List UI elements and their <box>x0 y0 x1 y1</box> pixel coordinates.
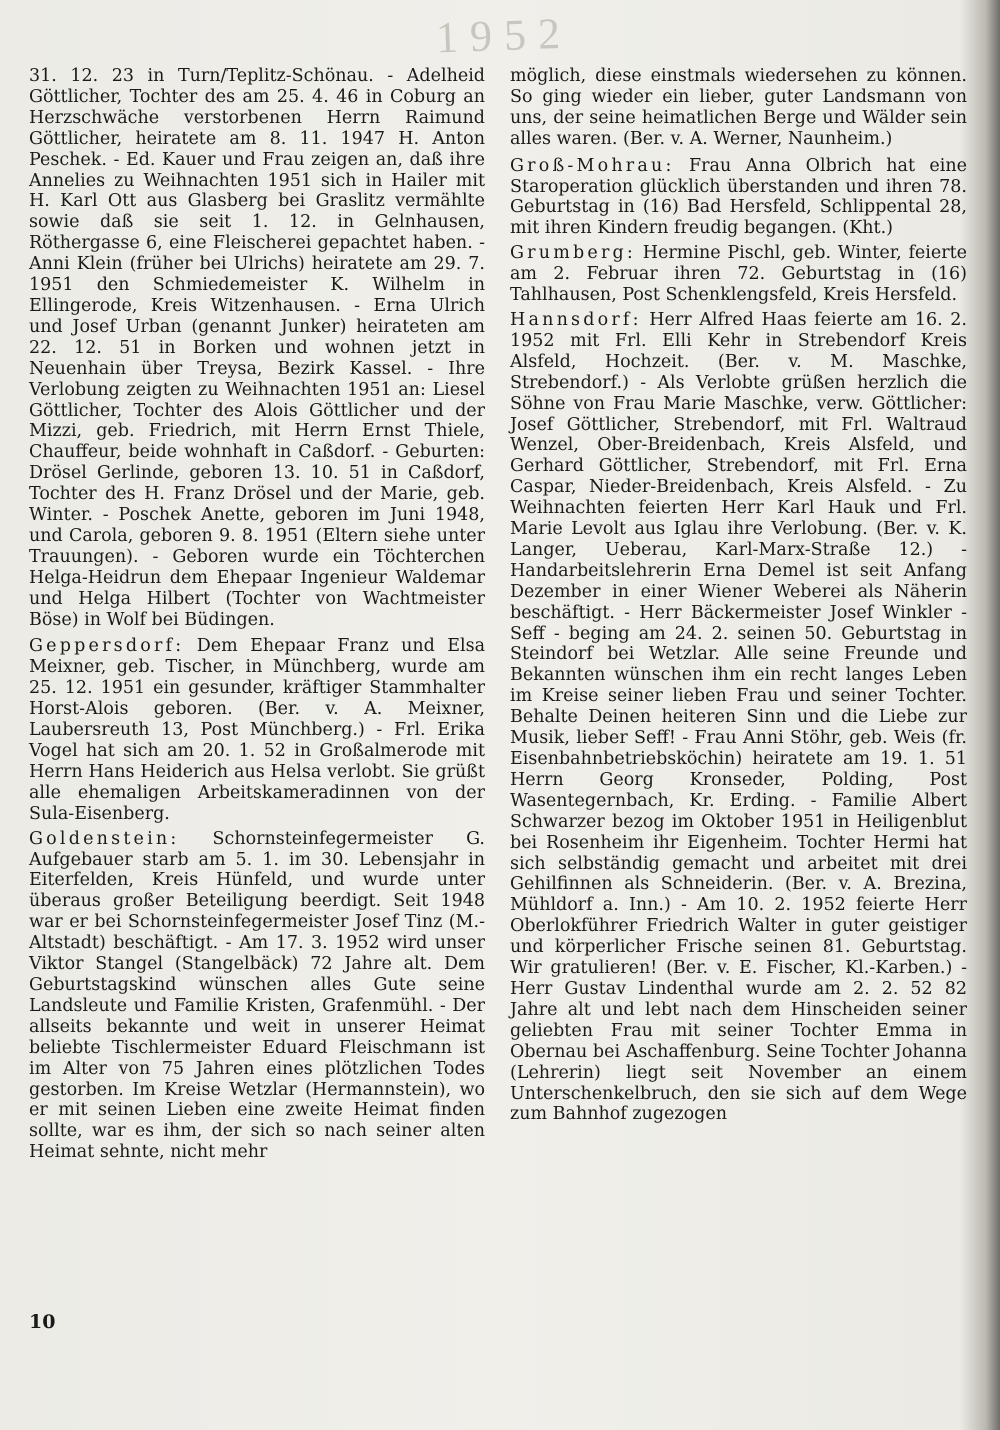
right-column <box>510 66 967 1129</box>
entry-text: Dem Ehepaar Franz und Elsa Meixner, geb. Tischer, in Münchberg, wurde am 25. 12. 1951 ein gesunder, kräftiger Stammhalter Horst-Alois geboren. (Ber. v. A. Meixner, Laubersreuth 13, Post Münchberg.) - Frl. Erika Vogel hat sich am 20. 1. 52 in Großalmerode mit Herrn Hans Heiderich aus Helsa verlobt. Sie grüßt alle ehemaligen Arbeitskameradinnen von der Sula-Eisenberg. <box>29 636 485 824</box>
local-news-entry <box>510 243 967 306</box>
entry-text: Frau Anna Olbrich hat eine Staroperation glücklich überstanden und ihren 78. Geburtstag in (16) Bad Hersfeld, Schlippental 28, mit ihren Kindern freudig begangen. (Kht.) <box>510 155 967 239</box>
page-number: 10 <box>29 1311 56 1333</box>
local-news-entry <box>29 636 485 824</box>
place-heading: Groß-Mohrau: <box>510 155 675 176</box>
place-heading: Hannsdorf: <box>510 309 642 330</box>
article-continuation: 31. 12. 23 in Turn/Teplitz-Schönau. - Adelheid Göttlicher, Tochter des am 25. 4. 46 in Coburg an Herzschwäche verstorbenen Herrn Raimund Göttlicher, heiratete am 8. 11. 1947 H. Anton Peschek. - Ed. Kauer und Frau zeigen an, daß ihre Annelies zu Weihnachten 1951 sich in Hailer mit H. Karl Ott aus Glasberg bei Graslitz vermählte sowie daß sie seit 1. 12. in Gelnhausen, Röthergasse 6, eine Fleischerei gepachtet haben. - Anni Klein (früher bei Ulrichs) heiratete am 29. 7. 1951 den Schmiedemeister K. Wilhelm in Ellingerode, Kreis Witzenhausen. - Erna Ulrich und Josef Urban (genannt Junker) heirateten am 22. 12. 51 in Borken und wohnen jetzt in Neuenhain über Treysa, Bezirk Kassel. - Ihre Verlobung zeigten zu Weihnachten 1951 an: Liesel Göttlicher, Tochter des Alois Göttlicher und der Mizzi, geb. Friedrich, mit Herrn Ernst Thiele, Chauffeur, beide wohnhaft in Caßdorf. - Geburten: Drösel Gerlinde, geboren 13. 10. 51 in Caßdorf, Tochter des H. Franz Drösel und der Marie, geb. Winter. - Poschek Anette, geboren im Juni 1948, und Carola, geboren 9. 8. 1951 (Eltern siehe unter Trauungen). - Geboren wurde ein Töchterchen Helga-Heidrun dem Ehepaar Ingenieur Waldemar und Helga Hilbert (Tochter von Wachtmeister Böse) in Wolf bei Büdingen. <box>29 66 485 630</box>
local-news-entry <box>510 310 967 1125</box>
article-continuation: möglich, diese einstmals wiedersehen zu können. So ging wieder ein lieber, guter Landsmann von uns, der seine heimatlichen Berge und Wälder sein alles waren. (Ber. v. A. Werner, Naunheim.) <box>510 66 967 149</box>
entry-text: Hermine Pischl, geb. Winter, feierte am 2. Februar ihren 72. Geburtstag in (16) Tahlhausen, Post Schenklengsfeld, Kreis Hersfeld. <box>510 243 967 306</box>
year-stamp: 1952 <box>435 8 573 63</box>
left-column <box>29 66 485 1167</box>
place-heading: Grumberg: <box>510 243 637 264</box>
place-heading: Geppersdorf: <box>29 636 185 657</box>
local-news-entry <box>510 156 967 240</box>
entry-text: Herr Alfred Haas feierte am 16. 2. 1952 mit Frl. Elli Kehr in Strebendorf Kreis Alsfeld, Hochzeit. (Ber. v. M. Maschke, Strebendorf.) - Als Verlobte grüßen herzlich die Söhne von Frau Marie Maschke, verw. Göttlicher: Josef Göttlicher, Strebendorf, mit Frl. Waltraud Wenzel, Ober-Breidenbach, Kreis Alsfeld, und Gerhard Göttlicher, Strebendorf, mit Frl. Erna Caspar, Nieder-Breidenbach, Kreis Alsfeld. - Zu Weihnachten feierten Herr Karl Hauk und Frl. Marie Levolt aus Iglau ihre Verlobung. (Ber. v. K. Langer, Ueberau, Karl-Marx-Straße 12.) - Handarbeitslehrerin Erna Demel ist seit Anfang Dezember in einer Wiener Weberei als Näherin beschäftigt. - Herr Bäckermeister Josef Winkler - Seff - beging am 24. 2. seinen 50. Geburtstag in Steindorf bei Wetzlar. Alle seine Freunde und Bekannten wünschen ihm ein recht langes Leben im Kreise seiner lieben Frau und seiner Tochter. Behalte Deinen heiteren Sinn und die Liebe zur Musik, lieber Seff! - Frau Anni Stöhr, geb. Weis (fr. Eisenbahnbetriebsköchin) heiratete am 19. 1. 51 Herrn Georg Kronseder, Polding, Post Wasentegernbach, Kr. Erding. - Familie Albert Schwarzer bezog im Oktober 1951 in Heiligenblut bei Rosenheim ihr Eigenheim. Tochter Hermi hat sich selbständig gemacht und arbeitet mit drei Gehilfinnen als Schneiderin. (Ber. v. A. Brezina, Mühldorf a. Inn.) - Am 10. 2. 1952 feierte Herr Oberlokführer Friedrich Walter in guter geistiger und körperlicher Frische seinen 81. Geburtstag. Wir gratulieren! (Ber. v. E. Fischer, Kl.-Karben.) - Herr Gustav Lindenthal wurde am 2. 2. 52 82 Jahre alt und lebt nach dem Hinscheiden seiner geliebten Frau mit seiner Tochter Emma in Obernau bei Aschaffenburg. Seine Tochter Johanna (Lehrerin) liegt seit November an einem Unterschenkelbruch, den sie sich auf dem Wege zum Bahnhof zugezogen <box>510 309 967 1125</box>
entry-text: Schornsteinfegermeister G. Aufgebauer starb am 5. 1. im 30. Lebensjahr in Eiterfelden, Kreis Hünfeld, und wurde unter überaus großer Beteiligung beerdigt. Seit 1948 war er bei Schornsteinfegermeister Josef Tinz (M.-Altstadt) beschäftigt. - Am 17. 3. 1952 wird unser Viktor Stangel (Stangelbäck) 72 Jahre alt. Dem Geburtstagskind wünschen alles Gute seine Landsleute und Familie Kristen, Grafenmühl. - Der allseits bekannte und weit in unserer Heimat beliebte Tischlermeister Eduard Fleischmann ist im Alter von 75 Jahren eines plötzlichen Todes gestorben. Im Kreise Wetzlar (Hermannstein), wo er mit seinen Lieben eine zweite Heimat finden sollte, war es ihm, der sich so nach seiner alten Heimat sehnte, nicht mehr <box>29 828 485 1163</box>
local-news-entry <box>29 829 485 1164</box>
place-heading: Goldenstein: <box>29 828 180 849</box>
